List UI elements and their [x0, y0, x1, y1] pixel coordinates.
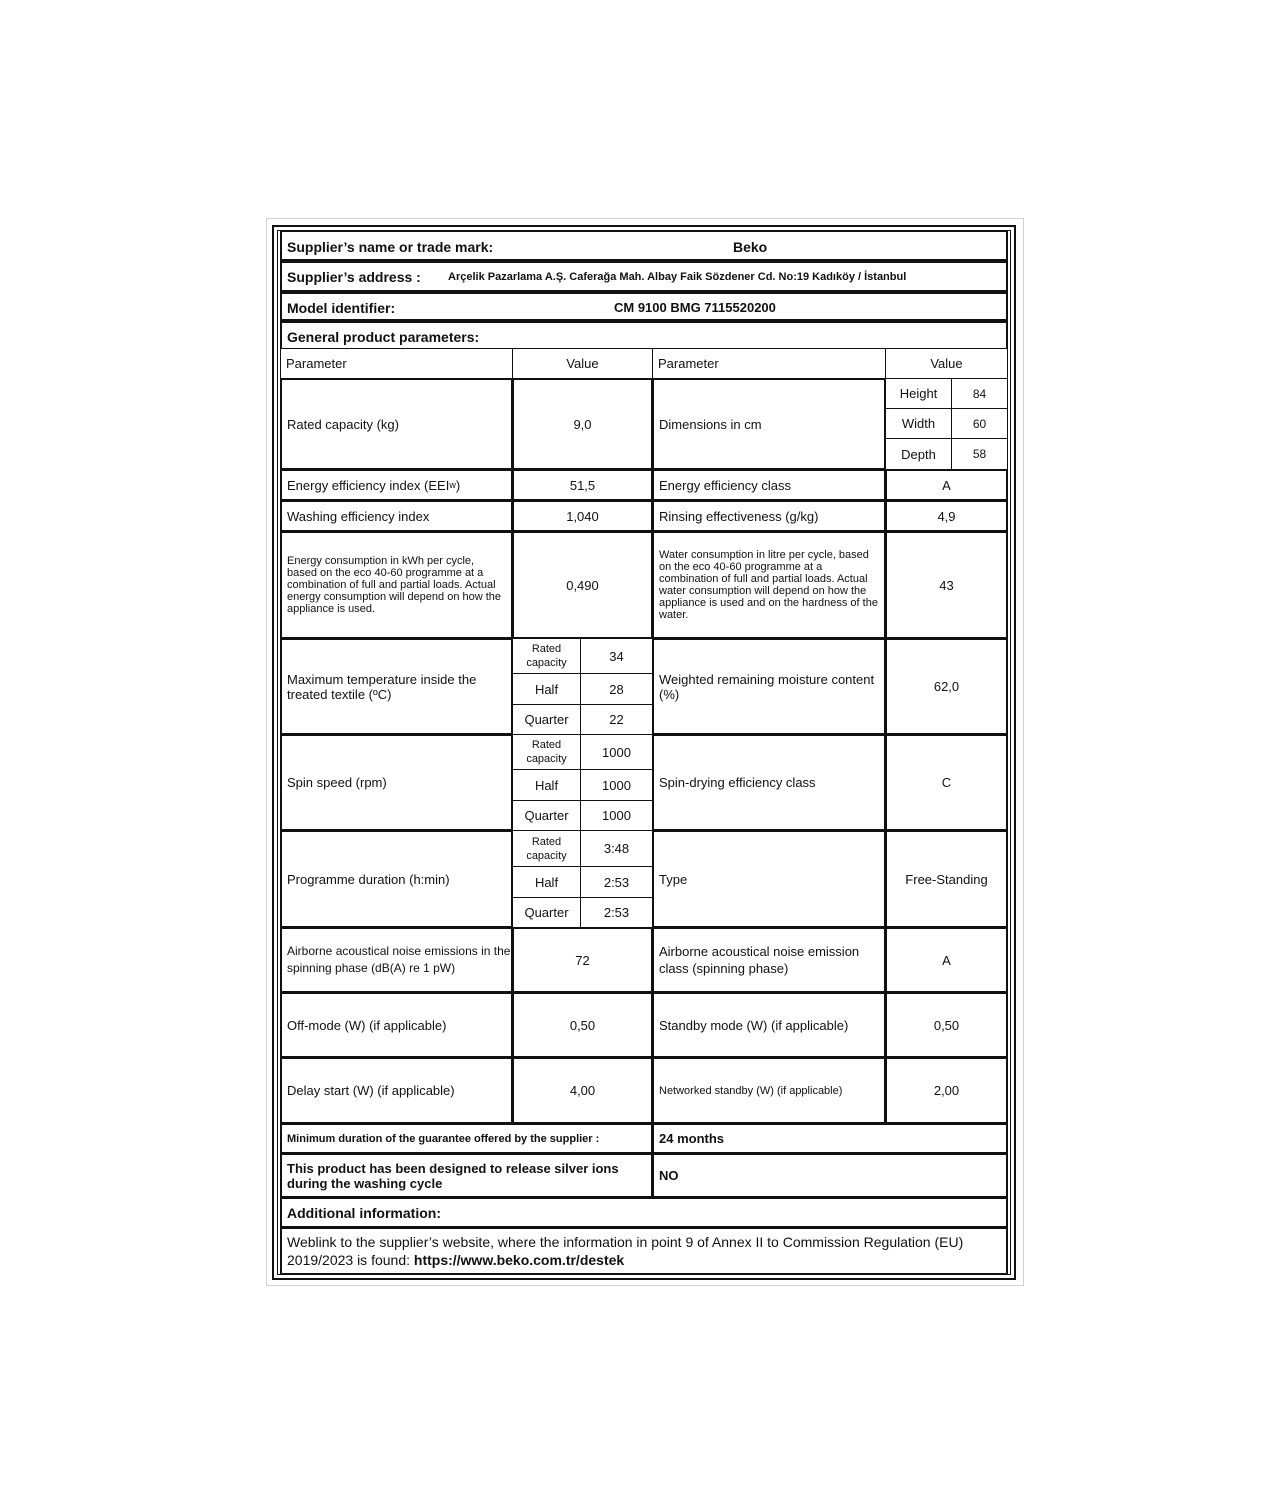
supplier-address-row: [280, 261, 1008, 292]
supplier-name-value: Beko: [733, 239, 768, 255]
max-temp-rated-value: 34: [580, 638, 653, 674]
spin-speed-label: Spin speed (rpm): [280, 734, 513, 831]
rinsing-effectiveness-label: Rinsing effectiveness (g/kg): [652, 500, 886, 532]
model-label: Model identifier:: [287, 300, 396, 316]
networked-standby-label: Networked standby (W) (if applicable): [652, 1057, 886, 1124]
max-temperature-label: Maximum temperature inside the treated textile (ºC): [280, 638, 513, 735]
duration-quarter-label: Quarter: [512, 897, 581, 928]
noise-class-label: Airborne acoustical noise emission class (spinning phase): [652, 927, 886, 993]
spin-class-value: C: [885, 734, 1008, 831]
delay-start-value: 4,00: [512, 1057, 653, 1124]
spin-rated-value: 1000: [580, 734, 653, 770]
noise-class-value: A: [885, 927, 1008, 993]
header-parameter-right: Parameter: [652, 348, 886, 379]
noise-value: 72: [512, 927, 653, 993]
remaining-moisture-label: Weighted remaining moisture content (%): [652, 638, 886, 735]
max-temp-quarter-value: 22: [580, 704, 653, 735]
type-label: Type: [652, 830, 886, 928]
duration-quarter-value: 2:53: [580, 897, 653, 928]
eei-label-text: Energy efficiency index (EEI: [287, 477, 450, 493]
header-parameter-left: Parameter: [280, 348, 513, 379]
max-temp-quarter-label: Quarter: [512, 704, 581, 735]
programme-duration-label: Programme duration (h:min): [280, 830, 513, 928]
eei-label: [280, 469, 513, 501]
rinsing-effectiveness-value: 4,9: [885, 500, 1008, 532]
additional-heading: Additional information:: [280, 1197, 1008, 1228]
dimension-height-label: Height: [885, 378, 952, 409]
washing-efficiency-label: Washing efficiency index: [280, 500, 513, 532]
washing-efficiency-value: 1,040: [512, 500, 653, 532]
energy-consumption-label: Energy consumption in kWh per cycle, based on the eco 40-60 programme at a combination of full and partial loads. Actual energy consumption will depend on how the appliance is used.: [280, 531, 513, 639]
header-value-right: Value: [885, 348, 1008, 379]
spin-quarter-label: Quarter: [512, 800, 581, 831]
energy-class-value: A: [885, 469, 1008, 501]
duration-half-value: 2:53: [580, 866, 653, 898]
duration-rated-label: Rated capacity: [512, 830, 581, 867]
off-mode-label: Off-mode (W) (if applicable): [280, 992, 513, 1058]
energy-consumption-value: 0,490: [512, 531, 653, 639]
off-mode-value: 0,50: [512, 992, 653, 1058]
dimensions-label: Dimensions in cm: [652, 378, 886, 470]
max-temp-half-value: 28: [580, 673, 653, 705]
dimension-height-value: 84: [951, 378, 1008, 409]
duration-rated-value: 3:48: [580, 830, 653, 867]
model-row: [280, 292, 1008, 321]
dimension-width-value: 60: [951, 408, 1008, 439]
supplier-weblink[interactable]: https://www.beko.com.tr/destek: [413, 1252, 625, 1268]
dimension-depth-label: Depth: [885, 438, 952, 470]
guarantee-label: Minimum duration of the guarantee offered by the supplier :: [280, 1123, 653, 1154]
standby-label: Standby mode (W) (if applicable): [652, 992, 886, 1058]
silver-ions-label: This product has been designed to release silver ions during the washing cycle: [280, 1153, 653, 1198]
rated-capacity-label: Rated capacity (kg): [280, 378, 513, 470]
remaining-moisture-value: 62,0: [885, 638, 1008, 735]
model-value: CM 9100 BMG 7115520200: [614, 300, 776, 315]
water-consumption-value: 43: [885, 531, 1008, 639]
noise-label: Airborne acoustical noise emissions in the spinning phase (dB(A) re 1 pW): [280, 927, 513, 993]
networked-standby-value: 2,00: [885, 1057, 1008, 1124]
eei-label-sub: w: [449, 480, 456, 490]
dimension-width-label: Width: [885, 408, 952, 439]
eei-label-close: ): [455, 477, 461, 493]
rated-capacity-value: 9,0: [512, 378, 653, 470]
spin-class-label: Spin-drying efficiency class: [652, 734, 886, 831]
additional-text: Weblink to the supplier’s website, where the information in point 9 of Annex II to Commission Regulation (EU) 2019/2023 is found:: [287, 1234, 964, 1268]
header-value-left: Value: [512, 348, 653, 379]
duration-half-label: Half: [512, 866, 581, 898]
water-consumption-label: Water consumption in litre per cycle, based on the eco 40-60 programme at a combination of full and partial loads. Actual water consumption will depend on how the appliance is used and on the hardness of the water.: [652, 531, 886, 639]
dimension-depth-value: 58: [951, 438, 1008, 470]
delay-start-label: Delay start (W) (if applicable): [280, 1057, 513, 1124]
max-temp-half-label: Half: [512, 673, 581, 705]
energy-class-label: Energy efficiency class: [652, 469, 886, 501]
guarantee-value: 24 months: [652, 1123, 1008, 1154]
general-heading-row: [280, 321, 1008, 350]
silver-ions-value: NO: [652, 1153, 1008, 1198]
spin-half-value: 1000: [580, 769, 653, 801]
eei-value: 51,5: [512, 469, 653, 501]
max-temp-rated-label: Rated capacity: [512, 638, 581, 674]
type-value: Free-Standing: [885, 830, 1008, 928]
standby-value: 0,50: [885, 992, 1008, 1058]
general-heading: General product parameters:: [287, 329, 480, 345]
spin-rated-label: Rated capacity: [512, 734, 581, 770]
supplier-name-label: Supplier’s name or trade mark:: [287, 239, 494, 255]
spin-half-label: Half: [512, 769, 581, 801]
additional-text-block: [280, 1227, 1008, 1275]
supplier-name-row: [280, 230, 1008, 261]
supplier-address-value: Arçelik Pazarlama A.Ş. Caferağa Mah. Albay Faik Sözdener Cd. No:19 Kadıköy / İstanbul: [448, 271, 907, 283]
supplier-address-label: Supplier’s address :: [287, 269, 421, 285]
spin-quarter-value: 1000: [580, 800, 653, 831]
